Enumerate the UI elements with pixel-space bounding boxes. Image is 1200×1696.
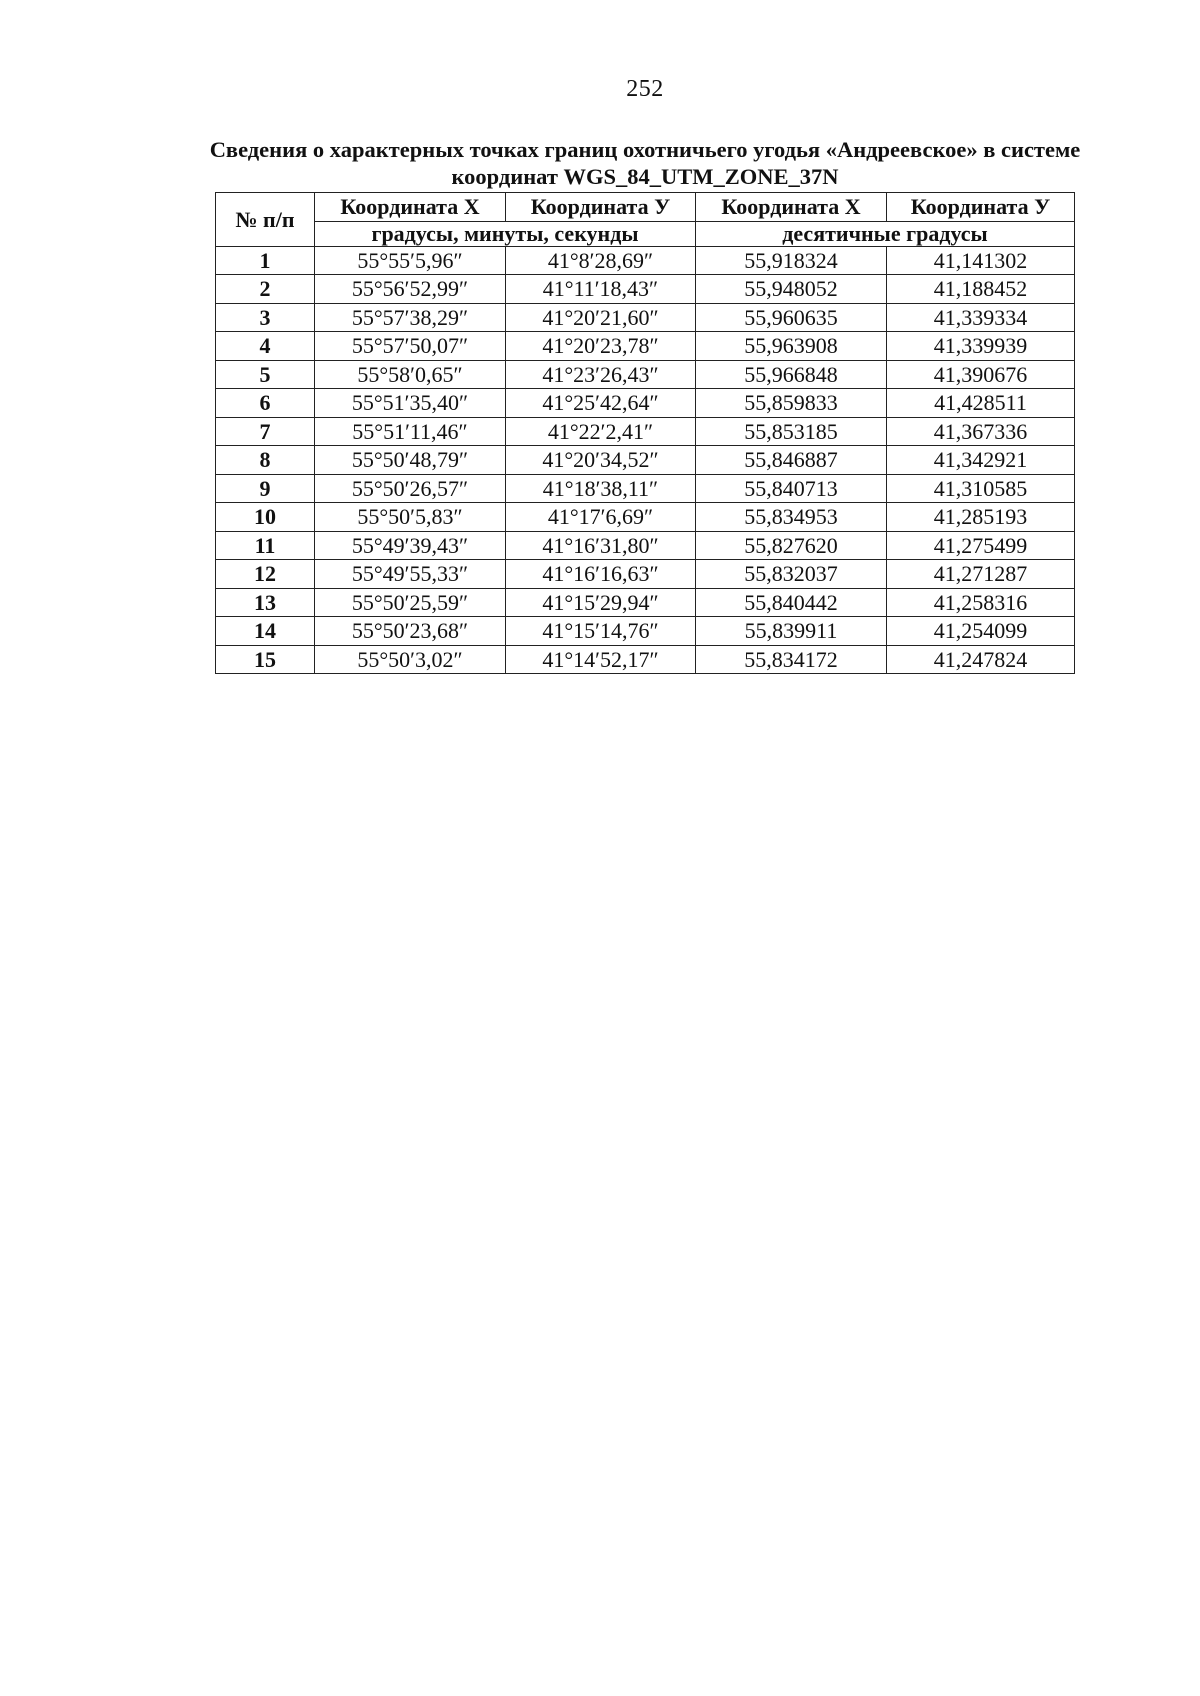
cell-x-dec: 55,840442 bbox=[696, 588, 887, 617]
header-unit-dec: десятичные градусы bbox=[696, 221, 1075, 246]
table-row bbox=[216, 303, 1075, 332]
cell-y-dec: 41,188452 bbox=[887, 275, 1075, 304]
table-row bbox=[216, 332, 1075, 361]
cell-y-dms: 41°23′26,43″ bbox=[506, 360, 696, 389]
cell-x-dms: 55°51′35,40″ bbox=[315, 389, 506, 418]
cell-num: 3 bbox=[216, 303, 315, 332]
cell-y-dms: 41°8′28,69″ bbox=[506, 246, 696, 275]
cell-x-dec: 55,839911 bbox=[696, 617, 887, 646]
document-title bbox=[160, 136, 1130, 190]
cell-num: 12 bbox=[216, 560, 315, 589]
table-row bbox=[216, 474, 1075, 503]
cell-num: 11 bbox=[216, 531, 315, 560]
cell-x-dms: 55°55′5,96″ bbox=[315, 246, 506, 275]
cell-y-dec: 41,339939 bbox=[887, 332, 1075, 361]
cell-x-dec: 55,948052 bbox=[696, 275, 887, 304]
header-row-units bbox=[216, 221, 1075, 246]
cell-num: 14 bbox=[216, 617, 315, 646]
cell-y-dec: 41,390676 bbox=[887, 360, 1075, 389]
cell-y-dms: 41°20′34,52″ bbox=[506, 446, 696, 475]
cell-num: 13 bbox=[216, 588, 315, 617]
cell-x-dms: 55°49′39,43″ bbox=[315, 531, 506, 560]
cell-y-dec: 41,271287 bbox=[887, 560, 1075, 589]
header-row-labels bbox=[216, 193, 1075, 222]
header-coord-x-dms: Координата Х bbox=[315, 193, 506, 222]
cell-num: 4 bbox=[216, 332, 315, 361]
cell-y-dec: 41,247824 bbox=[887, 645, 1075, 674]
cell-num: 15 bbox=[216, 645, 315, 674]
cell-x-dms: 55°56′52,99″ bbox=[315, 275, 506, 304]
cell-x-dec: 55,827620 bbox=[696, 531, 887, 560]
cell-y-dec: 41,141302 bbox=[887, 246, 1075, 275]
coordinates-table bbox=[215, 192, 1075, 674]
coordinates-table-header bbox=[216, 193, 1075, 247]
header-coord-y-dms: Координата У bbox=[506, 193, 696, 222]
cell-x-dec: 55,963908 bbox=[696, 332, 887, 361]
document-title-line-2: координат WGS_84_UTM_ZONE_37N bbox=[451, 164, 839, 189]
cell-y-dms: 41°16′16,63″ bbox=[506, 560, 696, 589]
cell-num: 8 bbox=[216, 446, 315, 475]
cell-x-dms: 55°50′23,68″ bbox=[315, 617, 506, 646]
cell-x-dms: 55°50′26,57″ bbox=[315, 474, 506, 503]
cell-y-dec: 41,310585 bbox=[887, 474, 1075, 503]
cell-y-dms: 41°16′31,80″ bbox=[506, 531, 696, 560]
cell-num: 6 bbox=[216, 389, 315, 418]
cell-y-dms: 41°15′14,76″ bbox=[506, 617, 696, 646]
table-row bbox=[216, 560, 1075, 589]
table-row bbox=[216, 531, 1075, 560]
cell-y-dms: 41°18′38,11″ bbox=[506, 474, 696, 503]
cell-x-dec: 55,918324 bbox=[696, 246, 887, 275]
table-row bbox=[216, 588, 1075, 617]
cell-x-dec: 55,853185 bbox=[696, 417, 887, 446]
cell-num: 10 bbox=[216, 503, 315, 532]
table-row bbox=[216, 645, 1075, 674]
cell-y-dms: 41°22′2,41″ bbox=[506, 417, 696, 446]
header-unit-dms: градусы, минуты, секунды bbox=[315, 221, 696, 246]
cell-y-dec: 41,258316 bbox=[887, 588, 1075, 617]
cell-y-dms: 41°11′18,43″ bbox=[506, 275, 696, 304]
cell-num: 1 bbox=[216, 246, 315, 275]
page-number: 252 bbox=[626, 76, 664, 102]
cell-y-dms: 41°17′6,69″ bbox=[506, 503, 696, 532]
cell-x-dms: 55°49′55,33″ bbox=[315, 560, 506, 589]
header-coord-y-dec: Координата У bbox=[887, 193, 1075, 222]
cell-x-dms: 55°58′0,65″ bbox=[315, 360, 506, 389]
cell-x-dec: 55,960635 bbox=[696, 303, 887, 332]
header-num: № п/п bbox=[216, 193, 315, 247]
cell-x-dec: 55,834953 bbox=[696, 503, 887, 532]
table-row bbox=[216, 503, 1075, 532]
cell-x-dec: 55,832037 bbox=[696, 560, 887, 589]
table-row bbox=[216, 360, 1075, 389]
cell-num: 7 bbox=[216, 417, 315, 446]
cell-x-dms: 55°50′5,83″ bbox=[315, 503, 506, 532]
cell-x-dec: 55,840713 bbox=[696, 474, 887, 503]
table-row bbox=[216, 275, 1075, 304]
header-coord-x-dec: Координата Х bbox=[696, 193, 887, 222]
cell-x-dec: 55,859833 bbox=[696, 389, 887, 418]
cell-y-dec: 41,254099 bbox=[887, 617, 1075, 646]
cell-y-dec: 41,428511 bbox=[887, 389, 1075, 418]
cell-x-dec: 55,846887 bbox=[696, 446, 887, 475]
table-row bbox=[216, 417, 1075, 446]
cell-num: 5 bbox=[216, 360, 315, 389]
cell-y-dec: 41,342921 bbox=[887, 446, 1075, 475]
document-title-line-1: Сведения о характерных точках границ охотничьего угодья «Андреевское» в системе bbox=[209, 137, 1081, 162]
table-row bbox=[216, 389, 1075, 418]
table-row bbox=[216, 246, 1075, 275]
cell-x-dms: 55°50′48,79″ bbox=[315, 446, 506, 475]
cell-y-dec: 41,285193 bbox=[887, 503, 1075, 532]
cell-y-dms: 41°20′23,78″ bbox=[506, 332, 696, 361]
cell-x-dms: 55°57′50,07″ bbox=[315, 332, 506, 361]
coordinates-table-body bbox=[216, 246, 1075, 674]
table-row bbox=[216, 617, 1075, 646]
cell-num: 2 bbox=[216, 275, 315, 304]
cell-x-dms: 55°50′25,59″ bbox=[315, 588, 506, 617]
cell-x-dms: 55°51′11,46″ bbox=[315, 417, 506, 446]
table-row bbox=[216, 446, 1075, 475]
cell-x-dec: 55,834172 bbox=[696, 645, 887, 674]
cell-y-dec: 41,275499 bbox=[887, 531, 1075, 560]
cell-num: 9 bbox=[216, 474, 315, 503]
cell-y-dec: 41,339334 bbox=[887, 303, 1075, 332]
cell-y-dec: 41,367336 bbox=[887, 417, 1075, 446]
cell-y-dms: 41°25′42,64″ bbox=[506, 389, 696, 418]
cell-y-dms: 41°14′52,17″ bbox=[506, 645, 696, 674]
cell-x-dms: 55°50′3,02″ bbox=[315, 645, 506, 674]
cell-x-dec: 55,966848 bbox=[696, 360, 887, 389]
cell-y-dms: 41°15′29,94″ bbox=[506, 588, 696, 617]
cell-y-dms: 41°20′21,60″ bbox=[506, 303, 696, 332]
cell-x-dms: 55°57′38,29″ bbox=[315, 303, 506, 332]
